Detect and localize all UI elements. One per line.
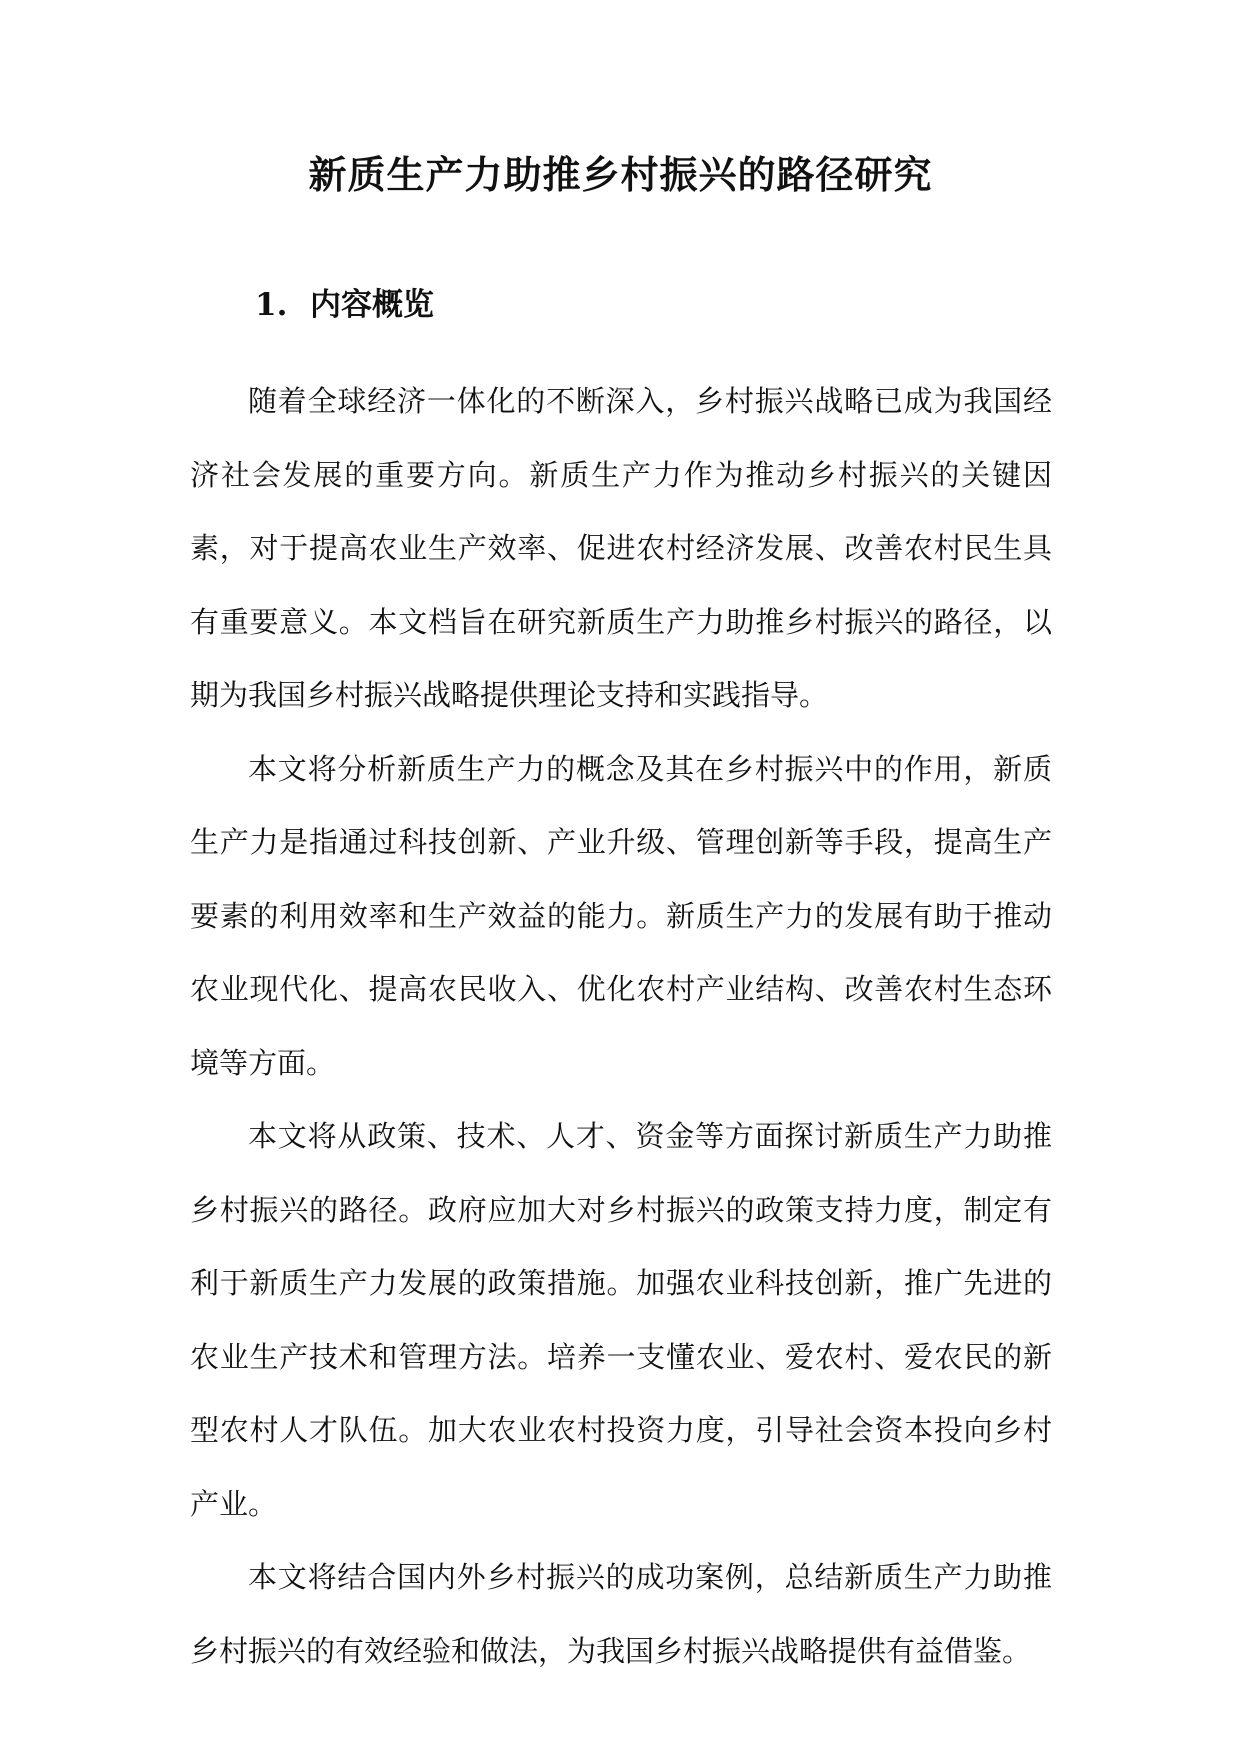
section-title: 内容概览 xyxy=(310,287,434,323)
section-heading xyxy=(255,281,434,329)
document-title: 新质生产力助推乡村振兴的路径研究 xyxy=(308,152,933,197)
paragraph-1: 随着全球经济一体化的不断深入，乡村振兴战略已成为我国经济社会发展的重要方向。新质生产力作为推动乡村振兴的关键因素，对于提高农业生产效率、促进农村经济发展、改善农村民生具有重要意义。本文档旨在研究新质生产力助推乡村振兴的路径，以期为我国乡村振兴战略提供理论支持和实践指导。 xyxy=(190,384,1052,712)
paragraph-4: 本文将结合国内外乡村振兴的成功案例，总结新质生产力助推乡村振兴的有效经验和做法，为我国乡村振兴战略提供有益借鉴。 xyxy=(190,1560,1052,1668)
body-text xyxy=(190,365,1052,1688)
section-number: 1. xyxy=(255,287,288,323)
paragraph-2: 本文将分析新质生产力的概念及其在乡村振兴中的作用，新质生产力是指通过科技创新、产业升级、管理创新等手段，提高生产要素的利用效率和生产效益的能力。新质生产力的发展有助于推动农业现代化、提高农民收入、优化农村产业结构、改善农村生态环境等方面。 xyxy=(190,751,1052,1080)
paragraph-3: 本文将从政策、技术、人才、资金等方面探讨新质生产力助推乡村振兴的路径。政府应加大对乡村振兴的政策支持力度，制定有利于新质生产力发展的政策措施。加强农业科技创新，推广先进的农业生产技术和管理方法。培养一支懂农业、爱农村、爱农民的新型农村人才队伍。加大农业农村投资力度，引导社会资本投向乡村产业。 xyxy=(190,1119,1052,1521)
